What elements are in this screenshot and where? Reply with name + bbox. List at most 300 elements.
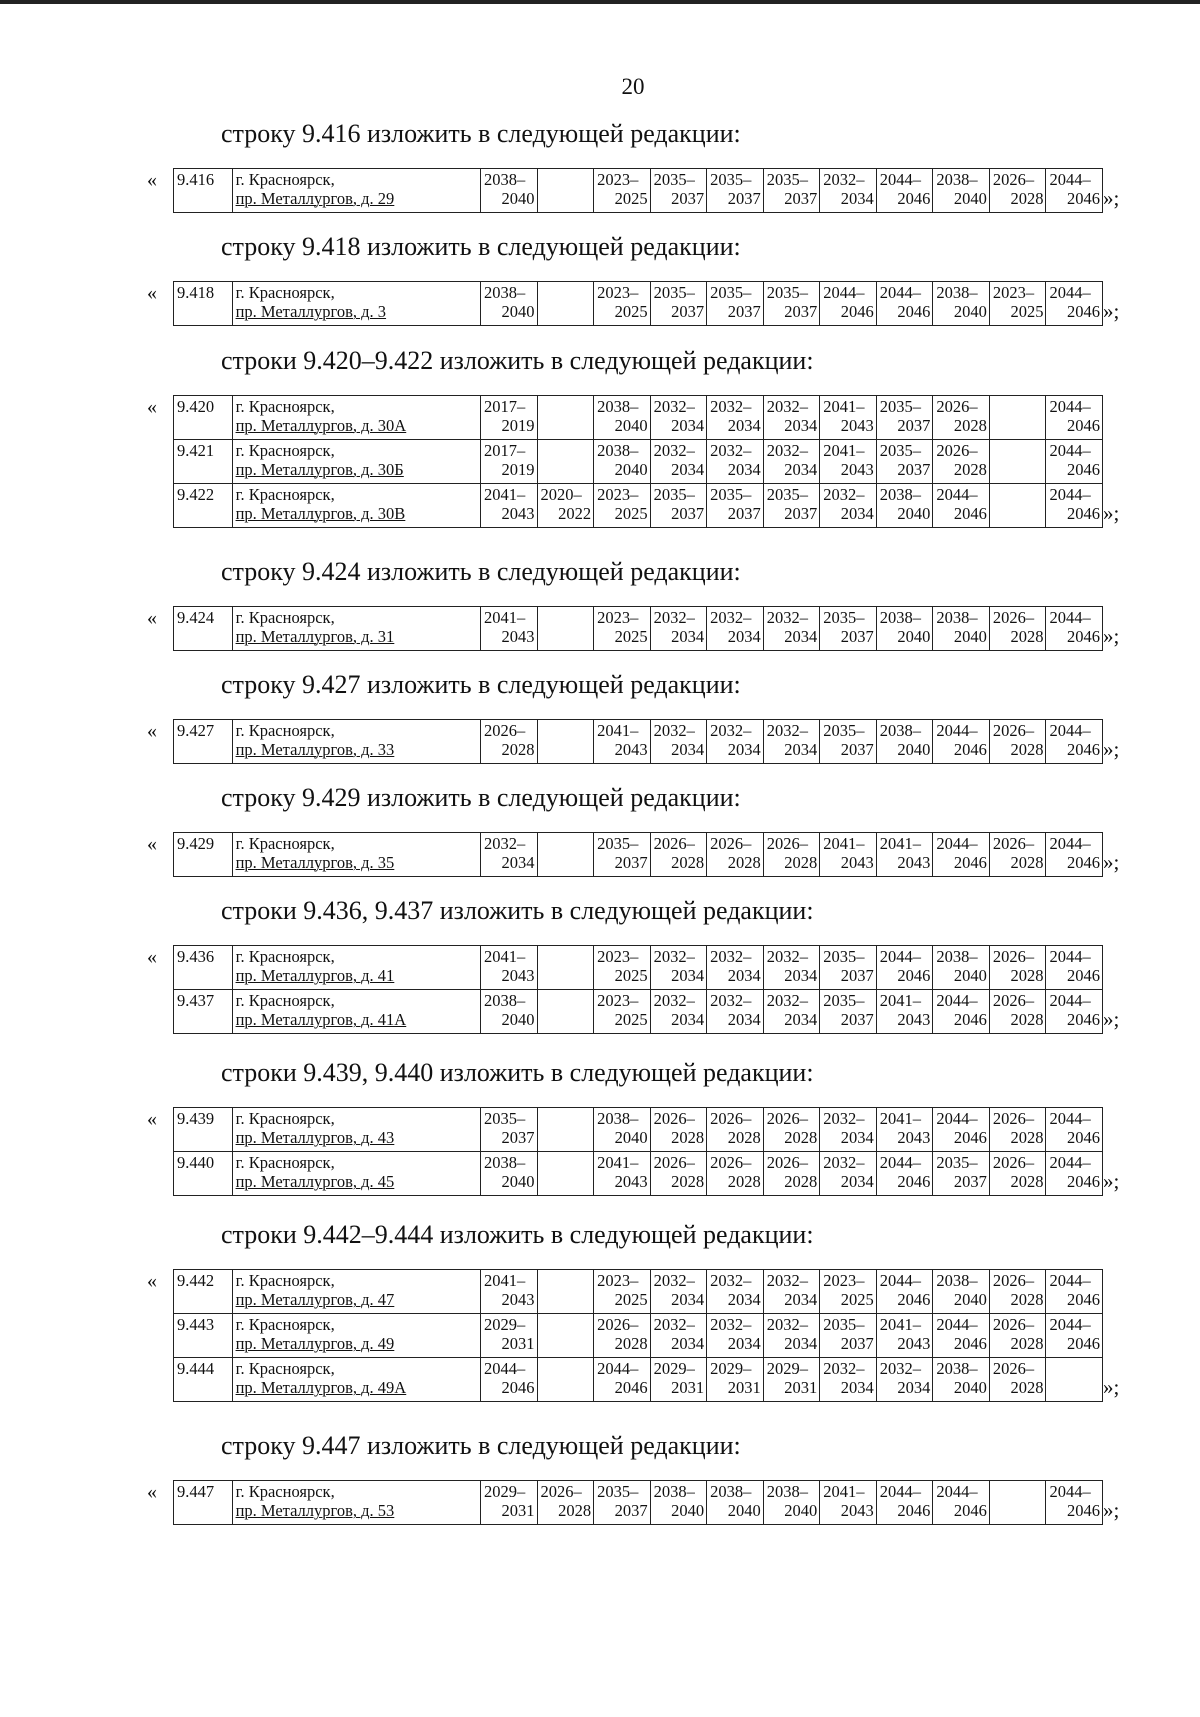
year-range-cell: [820, 946, 877, 990]
year-end: 2043: [501, 503, 535, 523]
row-number-cell: 9.447: [174, 1481, 233, 1525]
year-range-cell: [989, 833, 1046, 877]
year-start: 2044–: [823, 283, 865, 303]
address-city: г. Красноярск,: [235, 720, 335, 740]
year-start: 2038–: [766, 1482, 808, 1502]
year-range-cell: [707, 1481, 764, 1525]
year-range-cell: [594, 483, 651, 527]
table-row: [174, 606, 1103, 650]
year-start: 2041–: [879, 991, 922, 1011]
year-range-cell: [650, 1481, 707, 1525]
year-range-cell: [876, 1152, 933, 1196]
year-end: 2043: [897, 1334, 931, 1354]
year-start: 2035–: [653, 170, 695, 189]
year-end: 2040: [727, 1501, 761, 1521]
year-range-cell: [594, 1481, 651, 1525]
year-range-cell: [1046, 1108, 1103, 1152]
year-range-cell: [650, 1270, 707, 1314]
year-range-cell: [480, 169, 537, 213]
year-end: 2046: [840, 302, 874, 322]
year-end: 2034: [671, 1334, 705, 1354]
year-end: 2034: [671, 415, 705, 435]
year-end: 2031: [501, 1501, 535, 1521]
year-start: 2035–: [483, 1109, 526, 1129]
amendment-table: [173, 606, 1103, 651]
year-end: 2034: [671, 1290, 705, 1310]
year-start: 2026–: [992, 1153, 1035, 1173]
year-start: 2038–: [879, 484, 922, 504]
year-range-cell: [933, 1152, 990, 1196]
year-range-cell: [933, 1358, 990, 1402]
year-range-cell: [480, 1314, 537, 1358]
year-range-cell: [820, 439, 877, 483]
table-row: [174, 833, 1103, 877]
year-range-cell: [650, 833, 707, 877]
amendment-sections: [0, 113, 1200, 1539]
year-end: 2028: [953, 415, 987, 435]
row-number-cell: 9.416: [174, 169, 233, 213]
year-start: 2026–: [992, 1315, 1035, 1335]
year-end: 2025: [614, 302, 648, 322]
year-start: 2029–: [710, 1359, 752, 1379]
section-heading: строки 9.442–9.444 изложить в следующей редакции:: [221, 1220, 814, 1250]
year-end: 2046: [501, 1378, 535, 1398]
year-start: 2044–: [936, 991, 978, 1011]
year-start: 2026–: [992, 947, 1035, 967]
year-range-cell: [707, 169, 764, 213]
year-end: 2019: [501, 459, 535, 479]
year-range-cell: [820, 606, 877, 650]
year-range-cell: [537, 1108, 594, 1152]
year-range-cell: [1046, 395, 1103, 439]
year-range-cell: [820, 1314, 877, 1358]
year-range-cell: [537, 719, 594, 763]
year-start: 2038–: [483, 991, 526, 1011]
year-range-cell: [480, 439, 537, 483]
year-end: 2025: [840, 1290, 874, 1310]
year-end: 2046: [1067, 1128, 1100, 1148]
year-start: 2044–: [879, 283, 922, 303]
address-street: пр. Металлургов, д. 30В: [235, 503, 406, 523]
year-range-cell: [1046, 833, 1103, 877]
year-start: 2023–: [597, 484, 639, 504]
year-start: 2044–: [879, 1482, 922, 1502]
address-cell: [232, 990, 480, 1034]
amendment-table: [173, 945, 1103, 1034]
address-city: г. Красноярск,: [235, 834, 335, 854]
year-start: 2029–: [653, 1359, 695, 1379]
year-range-cell: [1046, 282, 1103, 326]
year-start: 2044–: [936, 1109, 978, 1129]
year-start: 2032–: [710, 720, 752, 740]
year-start: 2032–: [653, 1271, 695, 1291]
year-end: 2034: [727, 1290, 761, 1310]
year-end: 2046: [897, 1172, 931, 1192]
address-city: г. Красноярск,: [235, 484, 335, 504]
year-end: 2046: [1067, 853, 1100, 873]
year-start: 2026–: [992, 834, 1035, 854]
year-start: 2032–: [766, 1315, 808, 1335]
row-number-cell: 9.439: [174, 1108, 233, 1152]
year-start: 2032–: [653, 947, 695, 967]
year-end: 2040: [501, 189, 535, 208]
year-end: 2046: [1067, 302, 1100, 322]
year-range-cell: [820, 990, 877, 1034]
year-start: 2032–: [823, 1359, 865, 1379]
year-start: 2044–: [1049, 1271, 1091, 1291]
closing-quote: »;: [1103, 1007, 1120, 1032]
year-range-cell: [876, 833, 933, 877]
year-start: 2032–: [823, 170, 865, 189]
year-range-cell: [650, 1152, 707, 1196]
year-end: 2046: [1067, 503, 1100, 523]
year-end: 2040: [501, 1010, 535, 1030]
year-range-cell: [876, 946, 933, 990]
year-start: 2017–: [483, 440, 526, 460]
address-street: пр. Металлургов, д. 33: [235, 739, 395, 759]
year-range-cell: [594, 439, 651, 483]
year-start: 2023–: [597, 1271, 639, 1291]
year-end: 2040: [897, 739, 931, 759]
year-range-cell: [933, 990, 990, 1034]
year-range-cell: [707, 282, 764, 326]
year-start: 2038–: [483, 1153, 526, 1173]
amendment-section: [0, 777, 1200, 890]
year-range-cell: [480, 1270, 537, 1314]
year-start: 2035–: [766, 484, 808, 504]
row-number-cell: 9.429: [174, 833, 233, 877]
year-end: 2034: [671, 626, 705, 646]
year-range-cell: [707, 439, 764, 483]
address-city: г. Красноярск,: [235, 1271, 335, 1291]
year-start: 2035–: [879, 440, 922, 460]
year-start: 2032–: [766, 607, 808, 627]
year-end: 2046: [953, 1128, 987, 1148]
amendment-section: [0, 226, 1200, 339]
year-end: 2046: [1067, 1290, 1100, 1310]
year-start: 2023–: [823, 1271, 865, 1291]
year-end: 2028: [1010, 1010, 1044, 1030]
year-start: 2038–: [483, 170, 526, 189]
year-end: 2046: [1067, 459, 1100, 479]
year-range-cell: [537, 395, 594, 439]
address-street: пр. Металлургов, д. 30Б: [235, 459, 404, 479]
address-street: пр. Металлургов, д. 41А: [235, 1010, 407, 1030]
year-end: 2028: [727, 1172, 761, 1192]
year-start: 2041–: [879, 1315, 922, 1335]
year-range-cell: [989, 606, 1046, 650]
year-range-cell: [933, 833, 990, 877]
year-start: 2044–: [1049, 720, 1091, 740]
address-cell: [232, 719, 480, 763]
year-end: 2046: [1067, 1010, 1100, 1030]
year-end: 2043: [897, 853, 931, 873]
year-start: 2044–: [1049, 283, 1091, 303]
year-end: 2040: [501, 302, 535, 322]
opening-quote: «: [147, 833, 157, 856]
year-start: 2032–: [766, 720, 808, 740]
year-start: 2044–: [1049, 834, 1091, 854]
year-range-cell: [763, 833, 820, 877]
year-range-cell: [480, 946, 537, 990]
year-start: 2035–: [710, 484, 752, 504]
year-end: 2025: [614, 189, 648, 208]
amendment-section: [0, 890, 1200, 1052]
year-range-cell: [480, 990, 537, 1034]
year-range-cell: [820, 1152, 877, 1196]
year-range-cell: [537, 833, 594, 877]
year-range-cell: [537, 946, 594, 990]
year-range-cell: [650, 1314, 707, 1358]
year-range-cell: [876, 395, 933, 439]
address-city: г. Красноярск,: [235, 283, 335, 303]
year-start: 2023–: [597, 991, 639, 1011]
year-end: 2046: [897, 189, 931, 208]
year-range-cell: [707, 1358, 764, 1402]
year-end: 2040: [953, 626, 987, 646]
address-street: пр. Металлургов, д. 31: [235, 626, 395, 646]
year-range-cell: [933, 282, 990, 326]
year-start: 2044–: [1049, 947, 1091, 967]
amendment-section: [0, 1425, 1200, 1538]
year-start: 2032–: [766, 396, 808, 416]
year-end: 2043: [897, 1010, 931, 1030]
year-start: 2041–: [823, 834, 865, 854]
year-start: 2044–: [1049, 484, 1091, 504]
year-end: 2043: [614, 739, 648, 759]
amendment-section: [0, 664, 1200, 777]
address-city: г. Красноярск,: [235, 1153, 335, 1173]
year-start: 2035–: [823, 607, 865, 627]
year-end: 2028: [1010, 1172, 1044, 1192]
year-range-cell: [480, 1358, 537, 1402]
year-end: 2025: [614, 1010, 648, 1030]
year-end: 2028: [1010, 189, 1044, 208]
table-row: [174, 439, 1103, 483]
year-range-cell: [763, 1108, 820, 1152]
year-start: 2044–: [1049, 991, 1091, 1011]
table-row: [174, 1270, 1103, 1314]
year-start: 2026–: [936, 396, 978, 416]
year-end: 2031: [784, 1378, 818, 1398]
year-range-cell: [989, 1152, 1046, 1196]
year-range-cell: [820, 282, 877, 326]
address-cell: [232, 282, 480, 326]
year-end: 2037: [784, 189, 818, 208]
year-start: 2032–: [710, 1271, 752, 1291]
year-start: 2035–: [710, 170, 752, 189]
year-range-cell: [989, 1314, 1046, 1358]
year-end: 2037: [614, 853, 648, 873]
year-start: 2035–: [766, 170, 808, 189]
year-end: 2034: [671, 966, 705, 986]
year-range-cell: [820, 719, 877, 763]
year-end: 2043: [840, 853, 874, 873]
year-start: 2044–: [1049, 1109, 1091, 1129]
year-start: 2026–: [710, 1109, 752, 1129]
section-heading: строки 9.436, 9.437 изложить в следующей редакции:: [221, 896, 814, 926]
year-start: 2026–: [992, 170, 1035, 189]
year-range-cell: [537, 169, 594, 213]
year-end: 2046: [897, 966, 931, 986]
year-range-cell: [1046, 483, 1103, 527]
address-city: г. Красноярск,: [235, 1315, 335, 1335]
table-row: [174, 483, 1103, 527]
year-range-cell: [480, 1481, 537, 1525]
address-cell: [232, 1270, 480, 1314]
year-range-cell: [650, 990, 707, 1034]
year-range-cell: [876, 1358, 933, 1402]
year-range-cell: [1046, 1314, 1103, 1358]
year-end: 2034: [671, 1010, 705, 1030]
closing-quote: »;: [1103, 1375, 1120, 1400]
year-range-cell: [650, 1358, 707, 1402]
section-heading: строку 9.416 изложить в следующей редакции:: [221, 119, 741, 148]
year-start: 2035–: [597, 1482, 639, 1502]
year-start: 2026–: [653, 834, 695, 854]
table-row: [174, 1152, 1103, 1196]
year-range-cell: [820, 483, 877, 527]
year-range-cell: [763, 606, 820, 650]
address-cell: [232, 1152, 480, 1196]
year-start: 2032–: [653, 1315, 695, 1335]
year-end: 2043: [840, 1501, 874, 1521]
table-row: [174, 1481, 1103, 1525]
year-end: 2028: [501, 739, 535, 759]
amendment-table: [173, 168, 1103, 213]
year-start: 2029–: [483, 1482, 526, 1502]
address-cell: [232, 1358, 480, 1402]
year-end: 2037: [840, 1334, 874, 1354]
amendment-table: [173, 832, 1103, 877]
year-range-cell: [933, 439, 990, 483]
year-end: 2028: [1010, 1290, 1044, 1310]
year-range-cell: [480, 606, 537, 650]
year-range-cell: [594, 1314, 651, 1358]
year-range-cell: [876, 990, 933, 1034]
year-range-cell: [989, 990, 1046, 1034]
year-end: 2046: [897, 302, 931, 322]
address-street: пр. Металлургов, д. 3: [235, 302, 387, 322]
year-start: 2026–: [992, 991, 1035, 1011]
year-end: 2034: [727, 966, 761, 986]
year-start: 2038–: [936, 170, 978, 189]
year-start: 2044–: [936, 484, 978, 504]
year-range-cell: [876, 1481, 933, 1525]
address-city: г. Красноярск,: [235, 1359, 335, 1379]
address-city: г. Красноярск,: [235, 1109, 335, 1129]
year-start: 2032–: [483, 834, 526, 854]
year-range-cell: [650, 483, 707, 527]
year-start: 2035–: [823, 991, 865, 1011]
year-range-cell: [876, 606, 933, 650]
address-street: пр. Металлургов, д. 30А: [235, 415, 407, 435]
year-start: 2026–: [597, 1315, 639, 1335]
year-range-cell: [933, 946, 990, 990]
year-end: 2037: [840, 626, 874, 646]
section-heading: строку 9.447 изложить в следующей редакции:: [221, 1431, 741, 1461]
year-end: 2046: [897, 1290, 931, 1310]
year-end: 2037: [840, 739, 874, 759]
amendment-table: [173, 281, 1103, 326]
year-end: 2031: [501, 1334, 535, 1354]
table-row: [174, 1358, 1103, 1402]
address-cell: [232, 169, 480, 213]
year-end: 2037: [897, 459, 931, 479]
address-city: г. Красноярск,: [235, 607, 335, 627]
year-range-cell: [1046, 719, 1103, 763]
year-end: 2034: [784, 459, 818, 479]
year-start: 2023–: [992, 283, 1035, 303]
year-range-cell: [707, 395, 764, 439]
year-end: 2034: [897, 1378, 931, 1398]
address-cell: [232, 606, 480, 650]
opening-quote: «: [147, 1108, 157, 1131]
year-start: 2029–: [766, 1359, 808, 1379]
year-end: 2043: [501, 1290, 535, 1310]
year-range-cell: [989, 169, 1046, 213]
year-start: 2032–: [710, 1315, 752, 1335]
opening-quote: «: [147, 606, 157, 629]
year-end: 2037: [784, 302, 818, 322]
opening-quote: «: [147, 282, 157, 305]
year-end: 2037: [671, 189, 705, 208]
address-city: г. Красноярск,: [235, 947, 335, 967]
year-end: 2046: [953, 853, 987, 873]
year-range-cell: [820, 1481, 877, 1525]
year-range-cell: [1046, 1152, 1103, 1196]
year-start: 2041–: [483, 1271, 526, 1291]
year-range-cell: [763, 395, 820, 439]
year-end: 2025: [614, 1290, 648, 1310]
year-end: 2037: [727, 302, 761, 322]
year-start: 2038–: [936, 607, 978, 627]
year-end: 2025: [1010, 302, 1044, 322]
year-start: 2038–: [597, 1109, 639, 1129]
table-row: [174, 395, 1103, 439]
year-range-cell: [594, 1358, 651, 1402]
table-row: [174, 1314, 1103, 1358]
year-start: 2026–: [992, 1271, 1035, 1291]
year-start: 2041–: [483, 947, 526, 967]
year-range-cell: [933, 1108, 990, 1152]
year-start: 2023–: [597, 283, 639, 303]
year-range-cell: [876, 1108, 933, 1152]
year-start: 2044–: [936, 1482, 978, 1502]
amendment-section: [0, 340, 1200, 551]
year-end: 2040: [953, 966, 987, 986]
year-end: 2040: [614, 415, 648, 435]
year-end: 2028: [1010, 626, 1044, 646]
year-start: 2044–: [1049, 1153, 1091, 1173]
year-start: 2023–: [597, 170, 639, 189]
year-start: 2044–: [1049, 170, 1091, 189]
year-end: 2028: [953, 459, 987, 479]
year-range-cell: [820, 1108, 877, 1152]
year-end: 2028: [671, 1128, 705, 1148]
year-end: 2046: [953, 1334, 987, 1354]
year-range-cell: [876, 483, 933, 527]
year-end: 2028: [671, 853, 705, 873]
year-end: 2043: [897, 1128, 931, 1148]
address-cell: [232, 946, 480, 990]
year-end: 2046: [897, 1501, 931, 1521]
year-range-cell: [537, 439, 594, 483]
year-range-cell: [933, 483, 990, 527]
year-start: 2038–: [879, 720, 922, 740]
year-start: 2026–: [653, 1153, 695, 1173]
year-end: 2037: [727, 189, 761, 208]
